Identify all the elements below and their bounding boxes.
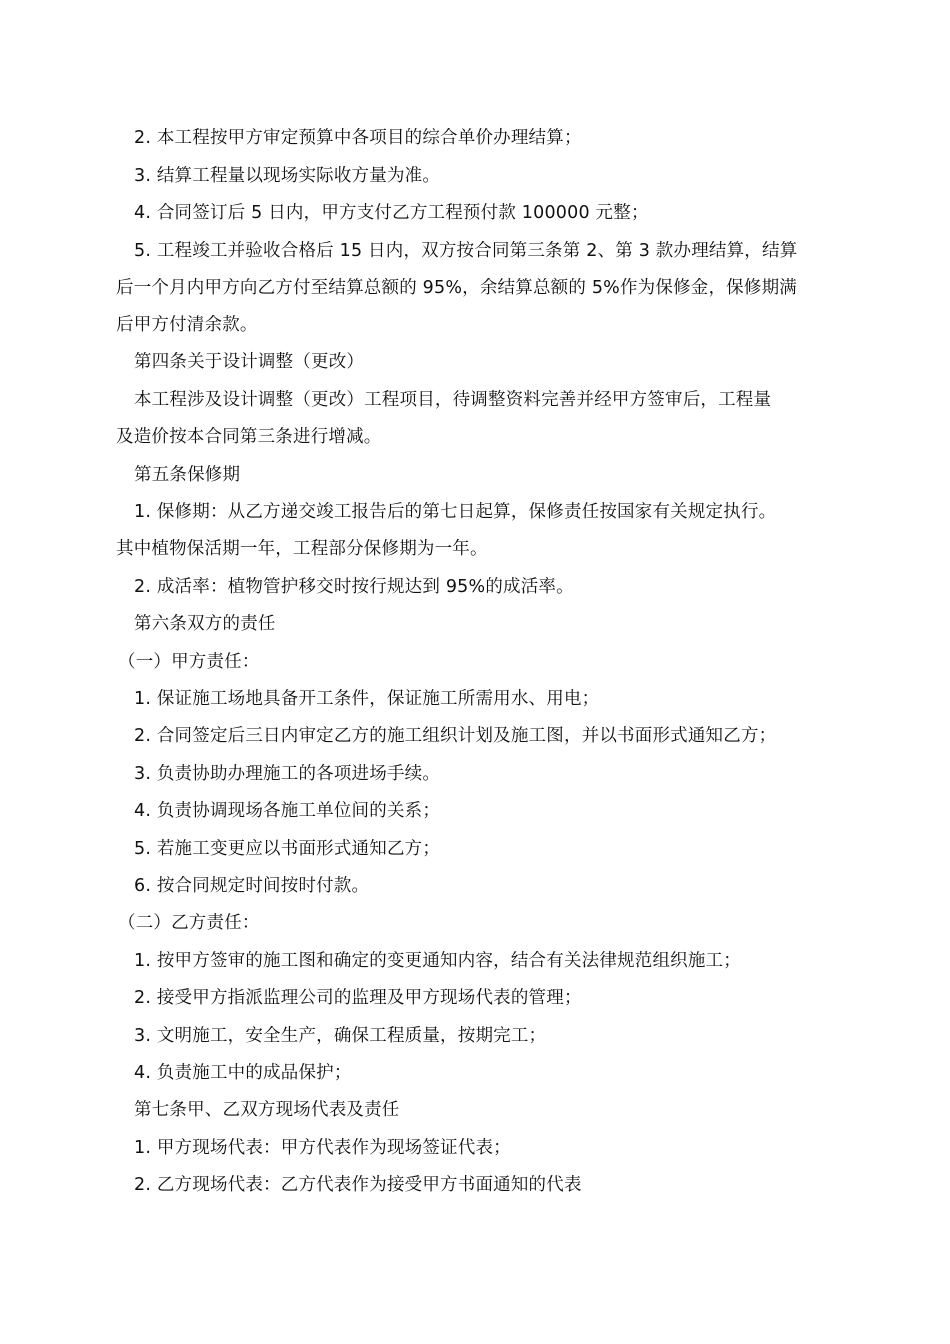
- subsection-heading: （一）甲方责任：: [118, 652, 260, 672]
- text-line: 3. 负责协助办理施工的各项进场手续。: [134, 764, 441, 784]
- text-line: 其中植物保活期一年，工程部分保修期为一年。: [116, 539, 488, 559]
- text-line: 1. 保修期：从乙方递交竣工报告后的第七日起算，保修责任按国家有关规定执行。: [134, 502, 777, 522]
- section-heading: 第六条双方的责任: [134, 614, 276, 634]
- text-line: 2. 合同签定后三日内审定乙方的施工组织计划及施工图，并以书面形式通知乙方；: [134, 726, 777, 746]
- text-line: 4. 负责协调现场各施工单位间的关系；: [134, 801, 441, 821]
- section-heading: 第五条保修期: [134, 465, 241, 485]
- text-line: 及造价按本合同第三条进行增减。: [116, 427, 382, 447]
- text-line: 1. 保证施工场地具备开工条件，保证施工所需用水、用电；: [134, 689, 600, 709]
- text-line: 后一个月内甲方向乙方付至结算总额的 95%，余结算总额的 5%作为保修金，保修期满: [116, 278, 797, 298]
- text-line: 2. 接受甲方指派监理公司的监理及甲方现场代表的管理；: [134, 988, 582, 1008]
- text-line: 4. 负责施工中的成品保护；: [134, 1063, 352, 1083]
- text-line: 6. 按合同规定时间按时付款。: [134, 876, 370, 896]
- text-line: 2. 本工程按甲方审定预算中各项目的综合单价办理结算；: [134, 128, 582, 148]
- text-line: 1. 甲方现场代表：甲方代表作为现场签证代表；: [134, 1138, 511, 1158]
- text-line: 4. 合同签订后 5 日内，甲方支付乙方工程预付款 100000 元整；: [134, 203, 649, 223]
- text-line: 3. 结算工程量以现场实际收方量为准。: [134, 166, 441, 186]
- text-line: 本工程涉及设计调整（更改）工程项目，待调整资料完善并经甲方签审后，工程量: [134, 390, 772, 410]
- section-heading: 第四条关于设计调整（更改）: [134, 352, 365, 372]
- text-line: 2. 乙方现场代表：乙方代表作为接受甲方书面通知的代表: [134, 1175, 582, 1195]
- text-line: 3. 文明施工，安全生产，确保工程质量，按期完工；: [134, 1026, 547, 1046]
- text-line: 2. 成活率：植物管护移交时按行规达到 95%的成活率。: [134, 577, 574, 597]
- subsection-heading: （二）乙方责任：: [118, 913, 260, 933]
- section-heading: 第七条甲、乙双方现场代表及责任: [134, 1100, 400, 1120]
- text-line: 5. 工程竣工并验收合格后 15 日内，双方按合同第三条第 2、第 3 款办理结算，结算: [134, 241, 798, 261]
- text-line: 5. 若施工变更应以书面形式通知乙方；: [134, 839, 441, 859]
- text-line: 1. 按甲方签审的施工图和确定的变更通知内容，结合有关法律规范组织施工；: [134, 951, 741, 971]
- text-line: 后甲方付清余款。: [116, 315, 258, 335]
